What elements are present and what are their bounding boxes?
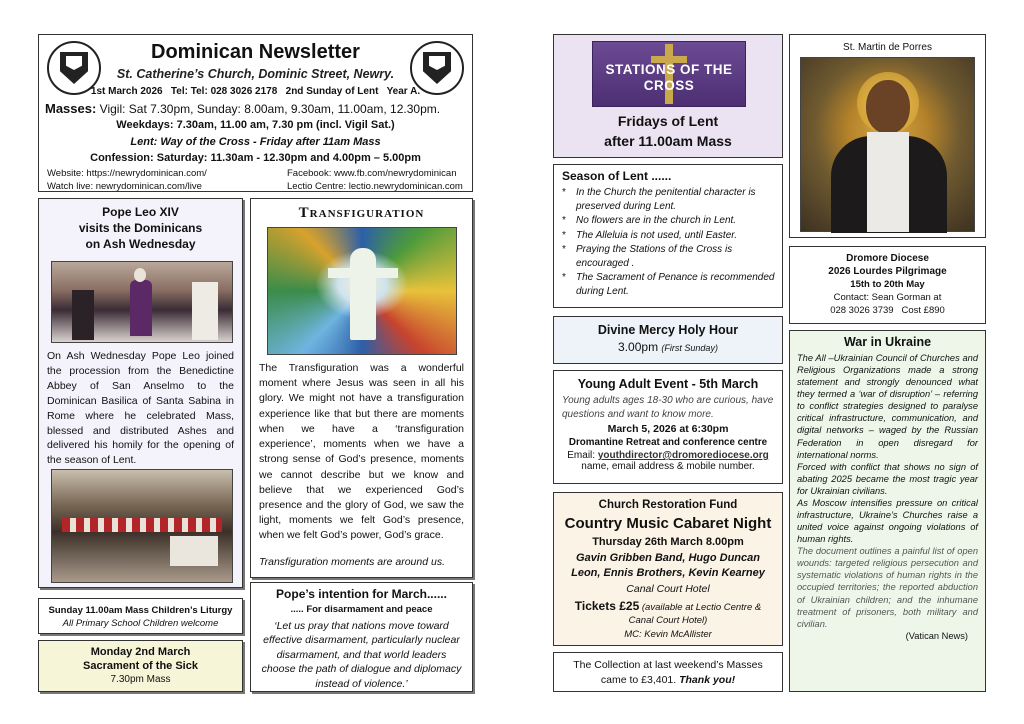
ukraine-source: (Vatican News)	[905, 630, 968, 641]
sick-line-3: 7.30pm Mass	[110, 674, 171, 685]
sacrament-of-sick-notice	[38, 640, 243, 692]
divine-mercy-title: Divine Mercy Holy Hour	[597, 323, 739, 337]
season-of-lent-article	[553, 164, 783, 308]
restoration-tickets-note: (available at Lectio Centre & Canal Court Hotel)	[628, 601, 762, 626]
stations-line-1: Fridays of Lent	[617, 113, 719, 129]
pilgrimage-line-4: Contact: Sean Gorman at	[833, 292, 942, 303]
ukraine-paragraph-3: As Moscow intensifies pressure on critical infrastructure, Ukraine’s Churches raise a united voice against ongoing violations of human rights.	[797, 497, 978, 545]
pilgrimage-line-5: 028 3026 3739 Cost £890	[830, 305, 945, 316]
restoration-bands: Gavin Gribben Band, Hugo Duncan Leon, Ennis Brothers, Kevin Kearney	[571, 552, 765, 579]
list-item: * The Sacrament of Penance is recommended during Lent.	[562, 272, 775, 297]
childrens-liturgy-notice	[38, 598, 243, 634]
ukraine-paragraph-4: The document outlines a painful list of open wounds: targeted religious persecution and systematic violations of human rights in the occupied territories; the reported abduction of Ukrainian children; and the inhumane treatment of prisoners, both military and civilian.	[797, 546, 978, 629]
church-address: St. Catherine’s Church, Dominic Street, Newry.	[116, 67, 395, 81]
stations-line-2: after 11.00am Mass	[604, 133, 732, 149]
basilica-mass-photo	[51, 469, 233, 583]
restoration-tickets: Tickets £25	[574, 598, 640, 613]
divine-mercy-notice	[553, 316, 783, 364]
ukraine-paragraph-2: Forced with conflict that shows no sign of abating 2025 became the most tragic year for Ukrainian civilians.	[797, 461, 978, 496]
transfiguration-closing: Transfiguration moments are around us.	[259, 556, 445, 568]
list-item: * In the Church the penitential character is preserved during Lent.	[562, 187, 756, 212]
restoration-title: Church Restoration Fund	[598, 499, 738, 511]
pope-procession-photo	[51, 261, 233, 343]
sick-line-1: Monday 2nd March	[90, 646, 191, 658]
pilgrimage-line-2: 2026 Lourdes Pilgrimage	[828, 266, 947, 277]
pilgrimage-line-3: 15th to 20th May	[850, 279, 925, 290]
divine-mercy-time-line	[554, 340, 782, 354]
collection-thanks: Thank you!	[679, 673, 736, 686]
young-adult-email-line	[554, 450, 782, 461]
sick-line-2: Sacrament of the Sick	[83, 660, 198, 672]
stations-banner	[592, 41, 746, 107]
collection-notice	[553, 652, 783, 692]
restoration-date: Thursday 26th March 8.00pm	[592, 536, 744, 548]
list-item: * No flowers are in the church in Lent.	[562, 215, 737, 226]
lourdes-pilgrimage-notice	[789, 246, 986, 324]
stations-banner-text: STATIONS OF THE CROSS	[605, 62, 733, 93]
weekdays-line: Weekdays: 7.30am, 11.00 am, 7.30 pm (incl. Vigil Sat.)	[116, 119, 395, 131]
masses-label: Masses:	[45, 101, 97, 116]
transfiguration-title: Transfiguration	[298, 205, 425, 221]
list-item: * The Alleluia is not used, until Easter.	[562, 229, 738, 241]
stained-glass-image	[267, 227, 457, 355]
restoration-tickets-line	[564, 598, 772, 628]
saint-martin-portrait	[789, 34, 986, 238]
pope-intention-title: Pope’s intention for March......	[276, 587, 447, 601]
restoration-event: Country Music Cabaret Night	[564, 515, 772, 532]
childrens-liturgy-line-1: Sunday 11.00am Mass Children’s Liturgy	[48, 605, 233, 616]
watch-live-link[interactable]: Watch live: newrydominican.com/live	[47, 181, 202, 192]
stations-notice	[553, 34, 783, 158]
young-adult-title: Young Adult Event - 5th March	[577, 377, 759, 391]
lectio-link[interactable]: Lectio Centre: lectio.newrydominican.com	[287, 181, 463, 192]
email-link[interactable]: youthdirector@dromorediocese.org	[597, 450, 769, 461]
collection-text: The Collection at last weekend’s Masses came to £3,401.	[573, 659, 763, 686]
pope-leo-title-1: Pope Leo XIV	[102, 205, 179, 219]
ukraine-title: War in Ukraine	[843, 335, 932, 349]
newsletter-title: Dominican Newsletter	[151, 41, 360, 63]
newsletter-header	[38, 34, 473, 192]
pilgrimage-line-1: Dromore Diocese	[846, 253, 929, 264]
pope-leo-article	[38, 198, 243, 588]
restoration-venue: Canal Court Hotel	[626, 582, 710, 595]
date-line: 1st March 2026 Tel: Tel: 028 3026 2178 2nd Sunday of Lent Year A.	[90, 86, 421, 97]
transfiguration-body: The Transfiguration was a wonderful moment where Jesus was seen in all his glory. We might not have a transfiguration experience like that but there are moments when we have a ‘transfiguration experience’, moments when we have a strong sense of God’s presence, moments we cannot describe but we know and believe that we experienced God’s presence and the glory of God, we saw the light, moments we felt God’s presence, when we felt God’s power, God’s grace.	[259, 362, 464, 542]
masses-times: Vigil: Sat 7.30pm, Sunday: 8.00am, 9.30am, 11.00am, 12.30pm.	[99, 102, 441, 116]
young-adult-email-note: name, email address & mobile number.	[581, 461, 755, 472]
pope-intention-body: ‘Let us pray that nations move toward effective disarmament, particularly nuclear disarmament, and that world leaders choose the path of dialogue and diplomacy instead of violence.’	[261, 620, 462, 690]
season-lent-list	[562, 186, 776, 298]
restoration-mc: MC: Kevin McAllister	[624, 629, 712, 641]
pope-leo-title-3: on Ash Wednesday	[85, 237, 196, 251]
list-item: * Praying the Stations of the Cross is encouraged .	[562, 244, 733, 269]
pope-leo-title-2: visits the Dominicans	[78, 221, 203, 235]
divine-mercy-time: 3.00pm	[618, 340, 659, 354]
young-adult-date: March 5, 2026 at 6:30pm	[607, 423, 729, 435]
website-link[interactable]: Website: https://newrydominican.com/	[47, 168, 207, 179]
young-adult-venue: Dromantine Retreat and conference centre	[568, 437, 768, 448]
divine-mercy-note: (First Sunday)	[661, 343, 718, 353]
pope-intention-subtitle: ..... For disarmament and peace	[290, 604, 433, 615]
email-label: Email:	[567, 450, 596, 461]
facebook-link[interactable]: Facebook: www.fb.com/newrydominican	[287, 168, 457, 179]
masses-line	[45, 101, 468, 116]
young-adult-event	[553, 370, 783, 484]
confession-line: Confession: Saturday: 11.30am - 12.30pm and 4.00pm – 5.00pm	[90, 152, 421, 164]
pope-leo-body: On Ash Wednesday Pope Leo joined the procession from the Benedictine Abbey of San Anselmo to the Dominican Basilica of Santa Sabina in Rome where he celebrated Mass, blessed and distributed Ashes and delivered his homily for the opening of the season of Lent.	[47, 350, 234, 467]
pope-intention-article	[250, 582, 473, 692]
ukraine-article	[789, 330, 986, 692]
restoration-fund-event	[553, 492, 783, 646]
transfiguration-article	[250, 198, 473, 578]
childrens-liturgy-line-2: All Primary School Children welcome	[62, 618, 219, 629]
young-adult-intro: Young adults ages 18-30 who are curious, have questions and want to know more.	[562, 395, 774, 420]
collection-line	[560, 658, 776, 687]
lent-line: Lent: Way of the Cross - Friday after 11am Mass	[130, 136, 381, 148]
ukraine-paragraph-1: The All –Ukrainian Council of Churches and Religious Organizations made a strong statement and strongly denounced what they termed a ‘war of disruption’ – referring to conflict strategies designed to paralyse critical infrastructure, communication, and digital networks – waged by the Russian Federation in open disregard for international norms.	[797, 353, 978, 460]
saint-martin-image	[800, 57, 975, 232]
saint-caption: St. Martin de Porres	[843, 42, 932, 53]
season-lent-title: Season of Lent ......	[562, 169, 672, 183]
ukraine-body	[797, 352, 978, 642]
